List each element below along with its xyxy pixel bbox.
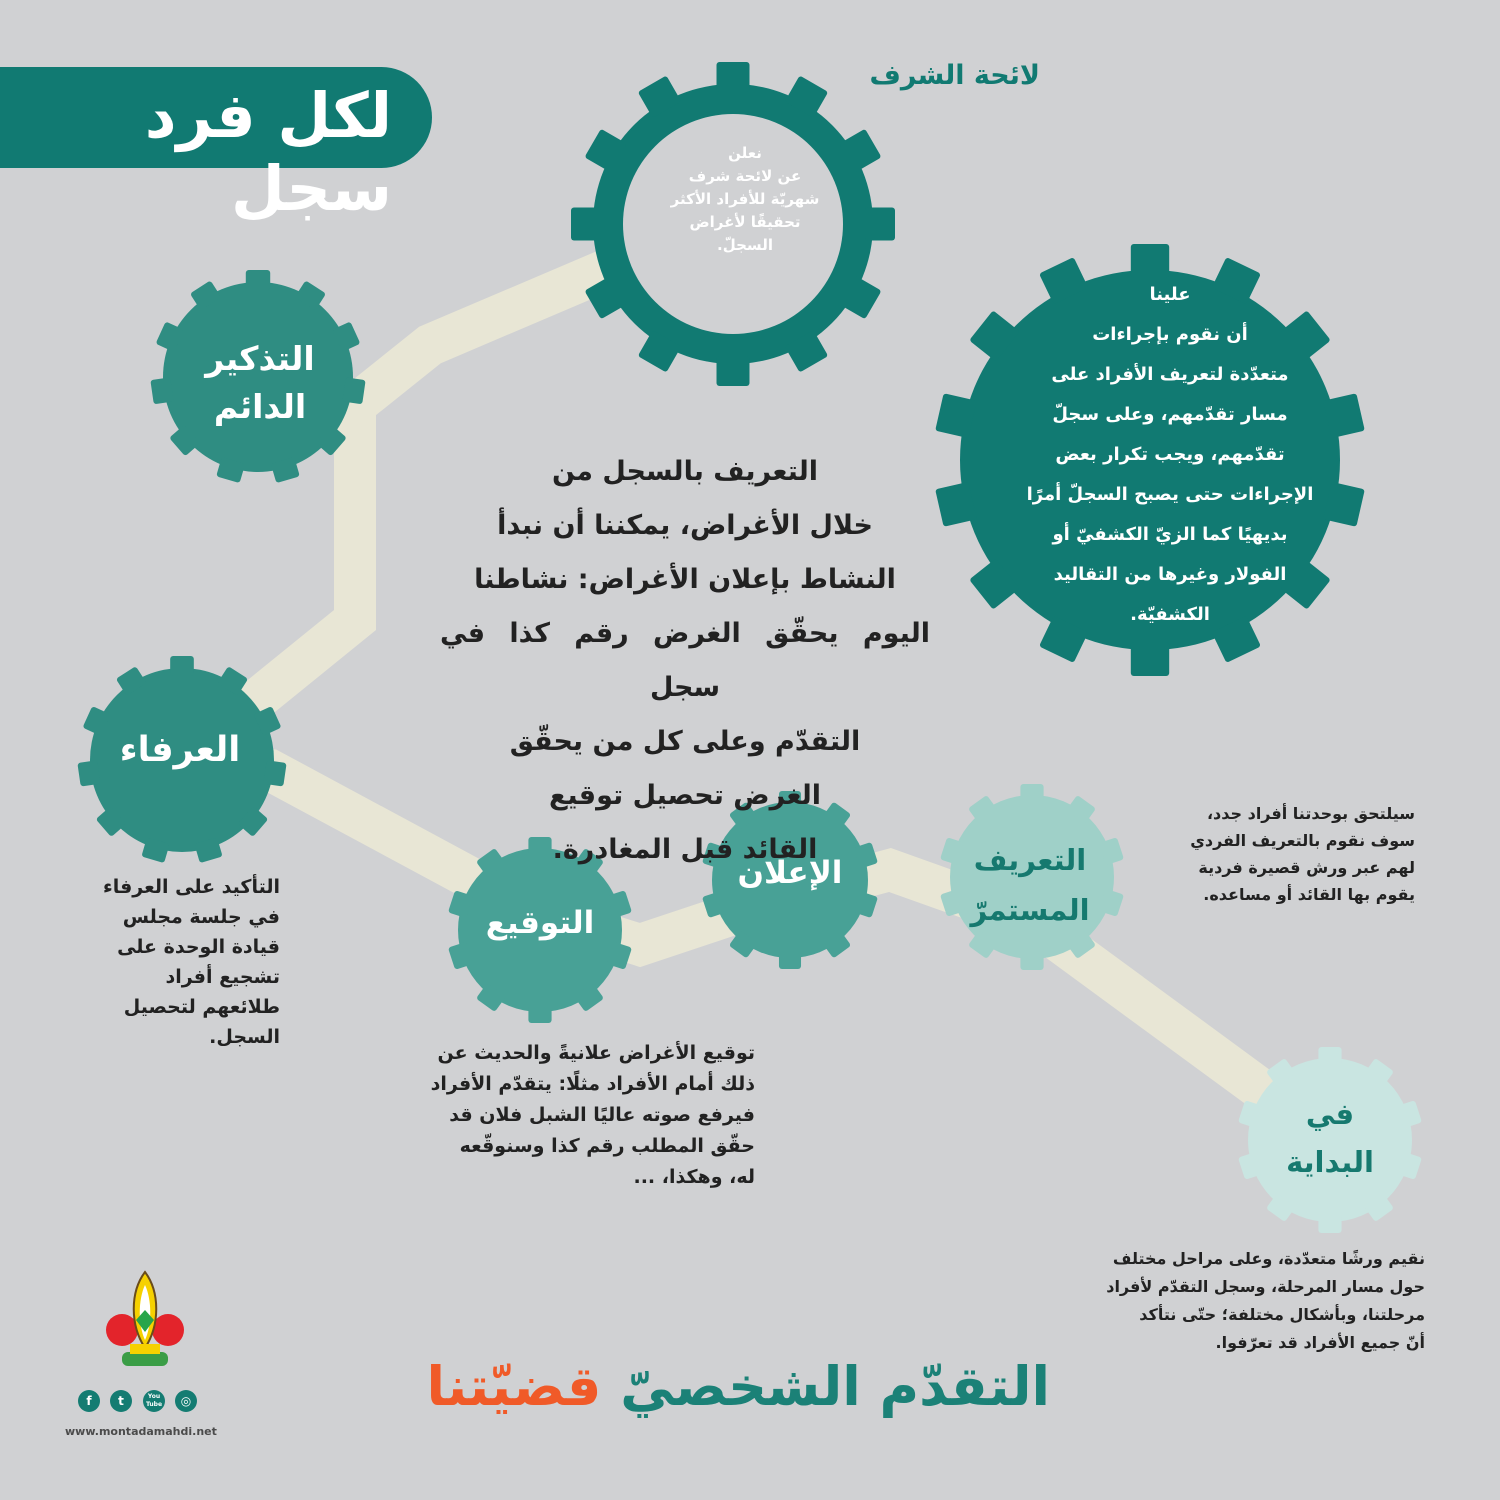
footer-slogan-part2: قضيّتنا — [426, 1355, 602, 1418]
footer-slogan — [400, 1355, 1050, 1418]
honor-text: نعلن عن لائحة شرف شهريّة للأفراد الأكثر تحقيقًا لأغراض السجلّ. — [670, 144, 820, 254]
arafa-description: التأكيد على العرفاء في جلسة مجلس قيادة الوحدة على تشجيع أفراد طلائعهم لتحصيل السجل. — [103, 876, 280, 1048]
continuous-label: التعريف المستمرّ — [970, 843, 1090, 927]
duty-text: علينا أن نقوم بإجراءات متعدّدة لتعريف الأفراد على مسار تقدّمهم، وعلى سجلّ تقدّمهم، ويجب تكرار بعض الإجراءات حتى يصبح السجلّ أمرًا بديهيًا كما الزيّ الكشفيّ أو الفولار وغيرها من التقاليد الكشفيّة. — [1026, 284, 1314, 625]
website-url[interactable]: www.montadamahdi.net — [65, 1425, 217, 1438]
center-paragraph: التعريف بالسجل من خلال الأغراض، يمكننا أن نبدأ النشاط بإعلان الأغراض: نشاطنا اليوم يحقّق الغرض رقم كذا في سجل التقدّم وعلى كل من يحقّق الغرض تحصيل توقيع القائد قبل المغادرة. — [440, 456, 930, 865]
signing-description: توقيع الأغراض علانيةً والحديث عن ذلك أمام الأفراد مثلًا: يتقدّم الأفراد فيرفع صوته عاليًا الشبل فلان قد حقّق المطلب رقم كذا وسنوقّعه له، وهكذا، ... — [430, 1042, 755, 1188]
youtube-icon[interactable]: You Tube — [143, 1390, 165, 1412]
beginning-description: نقيم ورشًا متعدّدة، وعلى مراحل مختلف حول مسار المرحلة، وسجل التقدّم لأفراد مرحلتنا، وبأشكال مختلفة؛ حتّى نتأكد أنّ جميع الأفراد قد تعرّفوا. — [1106, 1249, 1425, 1352]
facebook-icon[interactable]: f — [78, 1390, 100, 1412]
instagram-icon[interactable]: ◎ — [175, 1390, 197, 1412]
announce-label: الإعلان — [737, 855, 843, 891]
footer-slogan-part1: التقدّم الشخصيّ — [620, 1355, 1050, 1418]
signing-label: التوقيع — [485, 905, 595, 941]
arafa-label: العرفاء — [119, 730, 241, 770]
continuous-description: سيلتحق بوحدتنا أفراد جدد، سوف نقوم بالتعريف الفردي لهم عبر ورش قصيرة فردية يقوم بها القائد أو مساعده. — [1190, 804, 1415, 904]
honor-title: لائحة الشرف — [869, 60, 1040, 91]
twitter-icon[interactable]: t — [110, 1390, 132, 1412]
page-title: لكل فرد سجل — [144, 79, 392, 225]
beginning-label: في البداية — [1286, 1097, 1374, 1179]
scout-emblem-logo — [100, 1270, 190, 1380]
reminder-label: التذكير الدائم — [205, 339, 315, 426]
title-banner — [0, 67, 432, 225]
